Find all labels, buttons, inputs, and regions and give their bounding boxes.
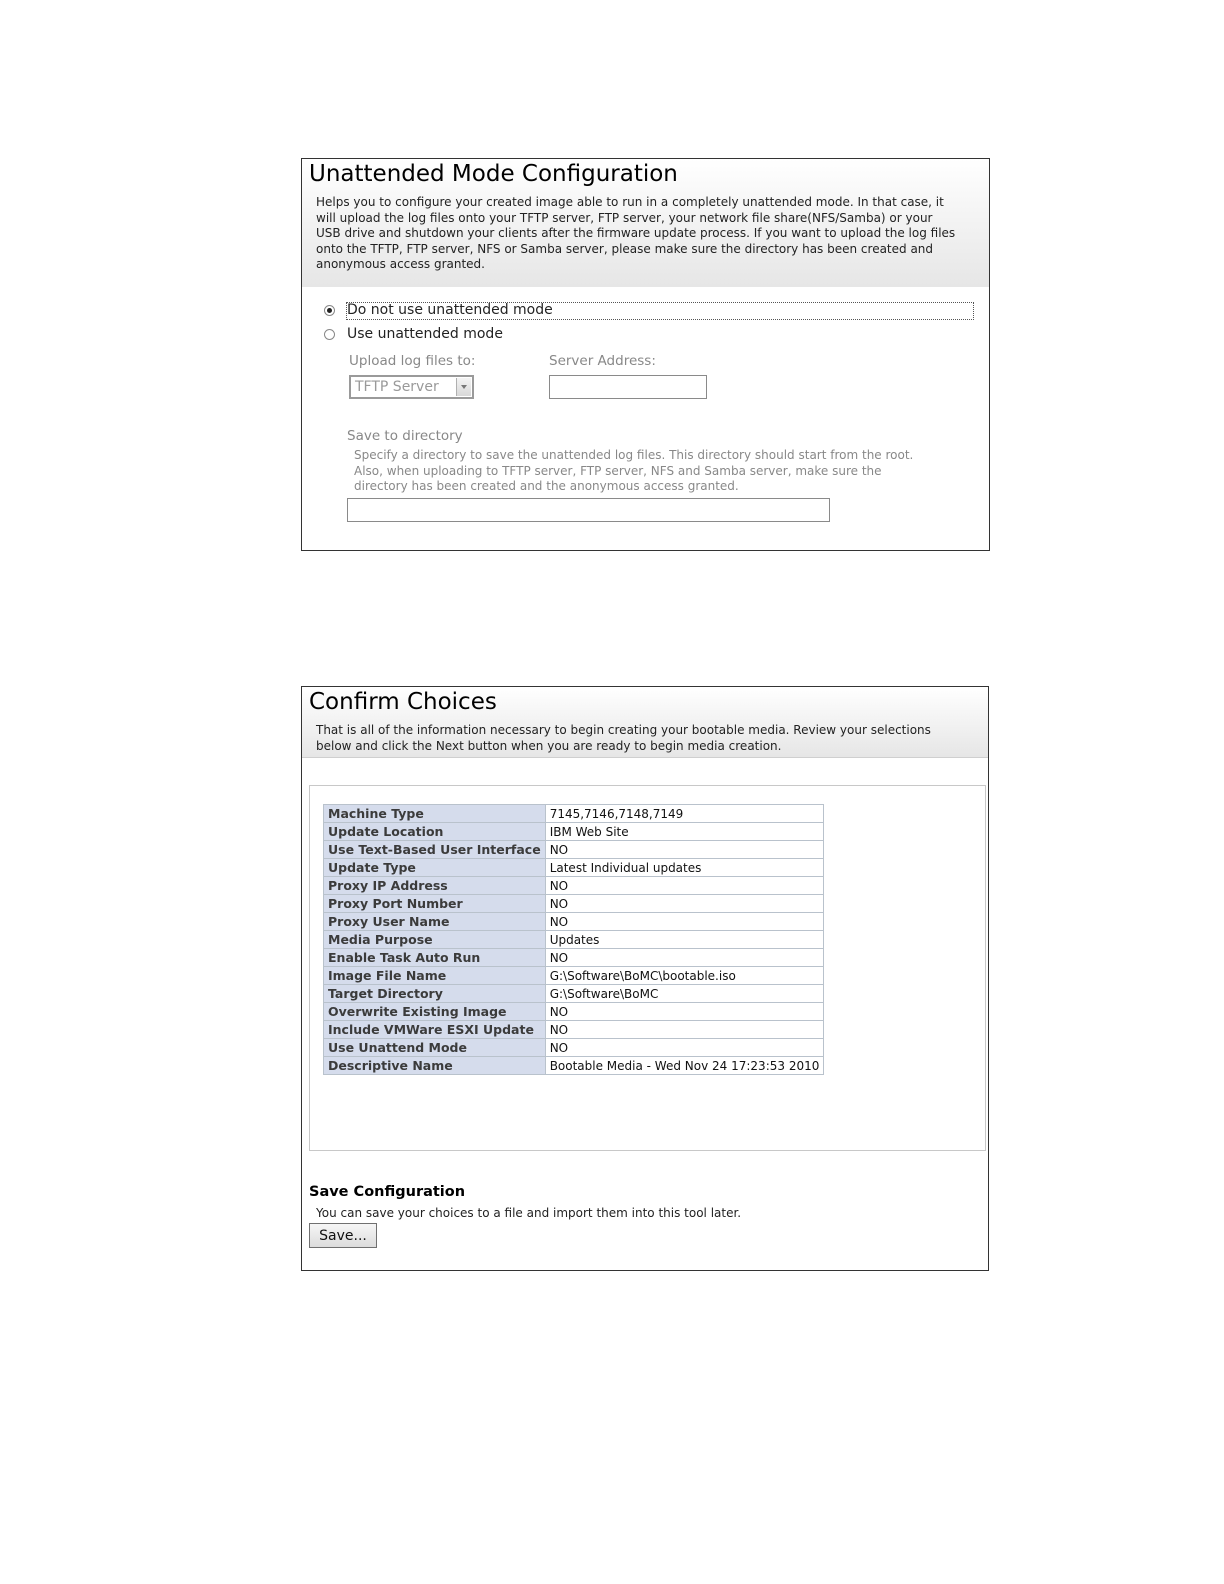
table-row (324, 805, 824, 823)
row-value: NO (545, 913, 824, 931)
row-key: Machine Type (324, 805, 546, 823)
row-value: NO (545, 1003, 824, 1021)
row-value: NO (545, 1039, 824, 1057)
row-value: NO (545, 895, 824, 913)
row-value: G:\Software\BoMC (545, 985, 824, 1003)
unattended-title: Unattended Mode Configuration (309, 161, 678, 187)
table-row (324, 841, 824, 859)
summary-container (309, 785, 986, 1151)
row-value: NO (545, 841, 824, 859)
use-unattended-label[interactable]: Use unattended mode (347, 326, 503, 342)
table-row (324, 913, 824, 931)
save-configuration-title: Save Configuration (309, 1184, 466, 1200)
row-key: Update Location (324, 823, 546, 841)
row-value: Bootable Media - Wed Nov 24 17:23:53 2010 (545, 1057, 824, 1075)
server-address-input[interactable] (549, 375, 707, 399)
row-key: Image File Name (324, 967, 546, 985)
save-configuration-description: You can save your choices to a file and import them into this tool later. (316, 1206, 742, 1220)
unattended-header (302, 159, 989, 287)
server-address-label: Server Address: (549, 353, 656, 369)
upload-destination-value: TFTP Server (355, 379, 439, 395)
table-row (324, 949, 824, 967)
row-value: NO (545, 1021, 824, 1039)
confirm-header (302, 687, 988, 758)
table-row (324, 1039, 824, 1057)
save-directory-label: Save to directory (347, 428, 463, 444)
row-key: Proxy User Name (324, 913, 546, 931)
table-row (324, 931, 824, 949)
row-key: Media Purpose (324, 931, 546, 949)
upload-log-label: Upload log files to: (349, 353, 476, 369)
row-key: Include VMWare ESXI Update (324, 1021, 546, 1039)
row-value: NO (545, 949, 824, 967)
confirm-title: Confirm Choices (309, 689, 497, 715)
no-unattended-label[interactable]: Do not use unattended mode (347, 302, 553, 318)
row-value: 7145,7146,7148,7149 (545, 805, 824, 823)
upload-destination-select[interactable] (349, 375, 474, 399)
radio-selected-dot (327, 308, 332, 313)
table-row (324, 859, 824, 877)
confirm-description: That is all of the information necessary to begin creating your bootable media. Review your selections below and click the Next button when you are ready to begin media creation. (316, 723, 931, 753)
row-value: NO (545, 877, 824, 895)
row-value: Latest Individual updates (545, 859, 824, 877)
table-row (324, 967, 824, 985)
row-key: Enable Task Auto Run (324, 949, 546, 967)
row-key: Proxy Port Number (324, 895, 546, 913)
save-button[interactable]: Save... (309, 1223, 377, 1248)
save-directory-description: Specify a directory to save the unattended log files. This directory should start from the root. Also, when uploading to TFTP server, FTP server, NFS and Samba server, make sure the directory has been created and the anonymous access granted. (354, 448, 914, 494)
row-value: Updates (545, 931, 824, 949)
row-key: Use Unattend Mode (324, 1039, 546, 1057)
table-row (324, 1021, 824, 1039)
confirm-choices-panel (301, 686, 989, 1271)
save-directory-input[interactable] (347, 498, 830, 522)
row-key: Proxy IP Address (324, 877, 546, 895)
row-key: Use Text-Based User Interface (324, 841, 546, 859)
chevron-down-icon[interactable] (456, 378, 471, 396)
table-row (324, 985, 824, 1003)
summary-table (323, 804, 824, 1075)
table-row (324, 1057, 824, 1075)
row-value: IBM Web Site (545, 823, 824, 841)
row-key: Descriptive Name (324, 1057, 546, 1075)
row-key: Target Directory (324, 985, 546, 1003)
row-value: G:\Software\BoMC\bootable.iso (545, 967, 824, 985)
unattended-mode-panel (301, 158, 990, 551)
radio-use-unattended[interactable] (324, 329, 335, 340)
table-row (324, 895, 824, 913)
row-key: Overwrite Existing Image (324, 1003, 546, 1021)
row-key: Update Type (324, 859, 546, 877)
table-row (324, 877, 824, 895)
unattended-description: Helps you to configure your created image able to run in a completely unattended mode. In that case, it will upload the log files onto your TFTP server, FTP server, your network file share(NFS/Samba) or your USB drive and shutdown your clients after the firmware update process. If you want to upload the log files onto the TFTP, FTP server, NFS or Samba server, please make sure the directory has been created and anonymous access granted. (316, 195, 956, 272)
table-row (324, 823, 824, 841)
table-row (324, 1003, 824, 1021)
radio-no-unattended[interactable] (324, 305, 335, 316)
